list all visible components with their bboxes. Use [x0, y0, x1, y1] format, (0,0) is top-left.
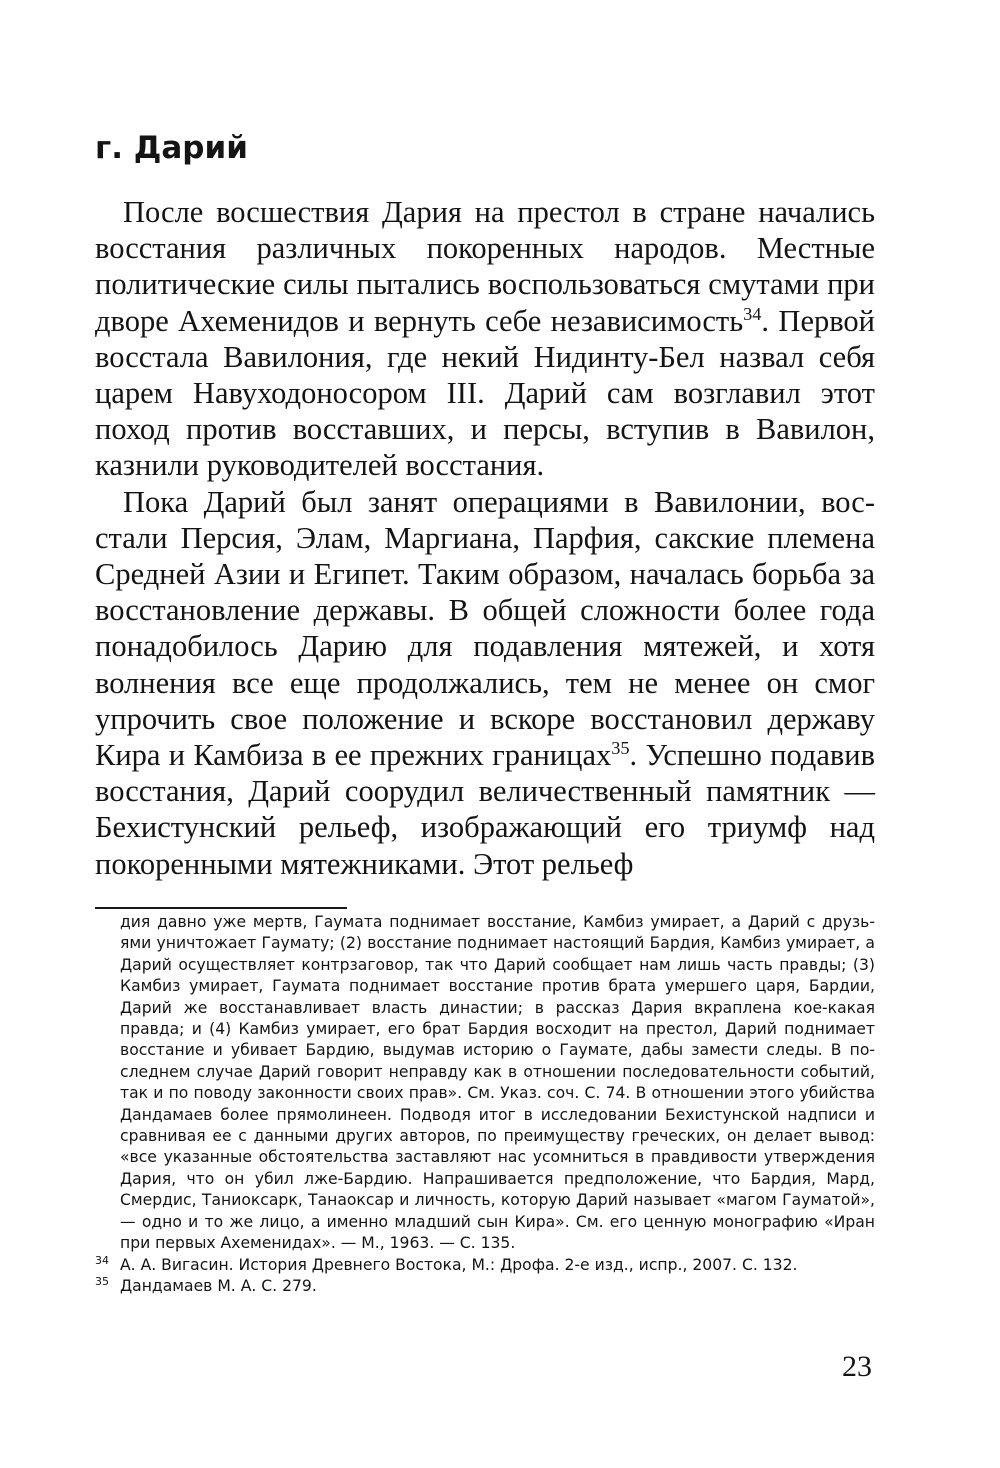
footnotes [95, 912, 875, 1297]
paragraph-text: . Успешно подавив восстания, Дарий соорудил величественный памятник — Бехистунский рельеф, изображающий его триумф над покоренными мятежниками. Этот рельеф [95, 738, 875, 881]
footnote-ref: 35 [611, 737, 630, 758]
footnote-continuation: дия давно уже мертв, Гаумата поднимает восстание, Камбиз умирает, а Дарий с друзьями уничтожает Гаумату; (2) восстание поднимает настоящий Бардия, Камбиз умирает, а Дарий осуществляет контрзаговор, так что Дарий сообщает нам лишь часть правды; (3) Камбиз умирает, Гаумата поднимает восстание против брата умершего царя, Бардии, Дарий же восстанавливает власть династии; в рассказ Дария вкраплена кое-какая правда; и (4) Камбиз умирает, его брат Бардия восходит на престол, Дарий поднимает восстание и убивает Бардию, выдумав историю о Гаумате, дабы замести следы. В последнем случае Дарий говорит неправду как в отношении последовательности событий, так и по поводу законности своих прав». См. Указ. соч. С. 74. В отношении этого убийства Дандамаев более прямолинеен. Подводя итог в исследовании Бехистунской надписи и сравнивая ее с данными других авторов, по преимуществу греческих, он делает вывод: «все указанные обстоятельства заставляют нас усомниться в правдивости утверждения Дария, что он убил лже-Бардию. Напрашивается предположение, что Бардия, Мард, Смердис, Таниоксарк, Танаоксар и личность, которую Дарий называет «магом Гауматой», — одно и то же лицо, а именно младший сын Кира». См. его ценную монографию «Иран при первых Ахеменидах». — М., 1963. — С. 135. [120, 913, 875, 1253]
body-text [95, 194, 875, 882]
footnote-number: 34 [95, 1253, 109, 1267]
footnote-text: А. А. Вигасин. История Древнего Востока, М.: Дрофа. 2-е изд., испр., 2007. С. 132. [120, 1255, 798, 1274]
section-heading: г. Дарий [95, 130, 248, 166]
footnote-separator [95, 907, 347, 909]
page-number: 23 [842, 1350, 872, 1383]
footnote [95, 1255, 875, 1276]
paragraph-text: После восшествия Дария на престол в стране начались восстания различных покоренных народов. Местные политические силы пытались воспользоваться смутами при дворе Ахеменидов и вернуть себе независимость [95, 195, 875, 338]
paragraph [95, 194, 875, 484]
footnote-ref: 34 [743, 303, 762, 324]
footnote-text: Дандамаев М. А. С. 279. [120, 1276, 317, 1295]
paragraph-text: . Первой восстала Вавилония, где некий Нидинту-Бел назвал себя царем Навуходоносором III. Дарий сам возглавил этот поход против восставших, и персы, вступив в Вавилон, казнили руководителей восстания. [95, 303, 875, 483]
paragraph-text: Пока Дарий был занят операциями в Вавилонии, восстали Персия, Элам, Маргиана, Парфия, сакские племена Средней Азии и Египет. Таким образом, началась борьба за восстановление державы. В общей сложности более года понадобилось Дарию для подавления мятежей, и хотя волнения все еще продолжались, тем не менее он смог упрочить свое положение и вскоре восстановил державу Кира и Камбиза в ее прежних границах [95, 484, 875, 773]
paragraph [95, 484, 875, 882]
footnote [95, 1276, 875, 1297]
footnote-number: 35 [95, 1274, 109, 1288]
